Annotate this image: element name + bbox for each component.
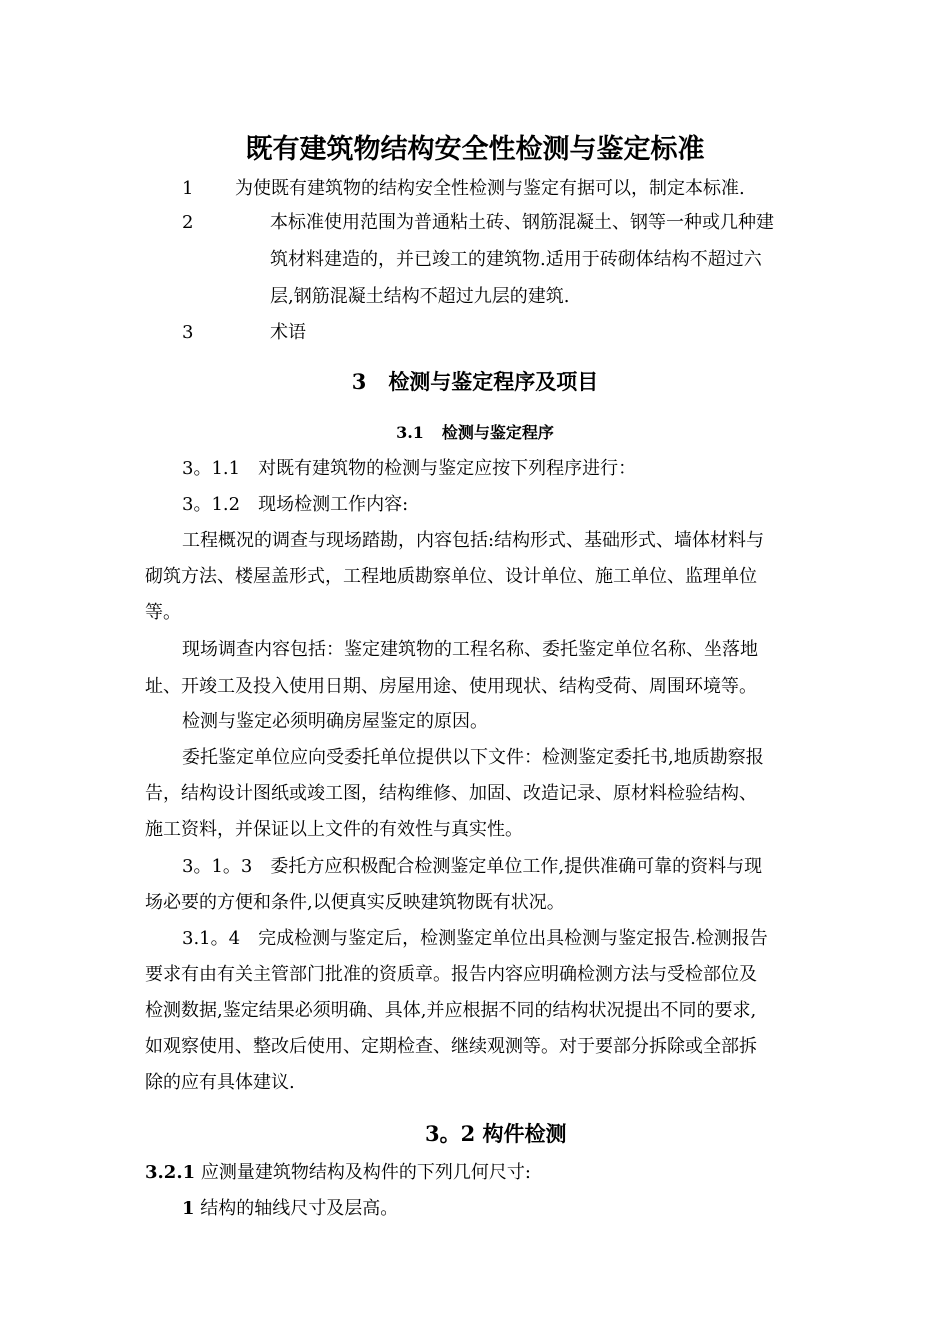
body-line: 委托鉴定单位应向受委托单位提供以下文件：检测鉴定委托书,地质勘察报 bbox=[182, 747, 764, 768]
body-line: 要求有由有关主管部门批准的资质章。报告内容应明确检测方法与受检部位及 bbox=[145, 964, 757, 985]
body-line: 3。1.2 现场检测工作内容: bbox=[182, 494, 409, 515]
subsection-title: 检测与鉴定程序 bbox=[441, 423, 554, 442]
body-line: 检测与鉴定必须明确房屋鉴定的原因。 bbox=[182, 711, 488, 732]
section-heading bbox=[0, 368, 950, 396]
body-line: 3.1。4 完成检测与鉴定后，检测鉴定单位出具检测与鉴定报告.检测报告 bbox=[182, 928, 768, 949]
subsection-heading bbox=[0, 422, 950, 444]
item-number: 1 bbox=[182, 178, 194, 199]
list-item-text: 结构的轴线尺寸及层高。 bbox=[194, 1198, 399, 1219]
subsection-number: 3.1 bbox=[396, 423, 424, 442]
body-line: 告，结构设计图纸或竣工图，结构维修、加固、改造记录、原材料检验结构、 bbox=[145, 783, 757, 804]
body-line: 砌筑方法、楼屋盖形式，工程地质勘察单位、设计单位、施工单位、监理单位 bbox=[145, 566, 757, 587]
body-line: 3。1。3 委托方应积极配合检测鉴定单位工作,提供准确可靠的资料与现 bbox=[182, 856, 763, 877]
body-line: 工程概况的调查与现场踏勘，内容包括:结构形式、基础形式、墙体材料与 bbox=[182, 530, 765, 551]
item-number: 3 bbox=[182, 322, 194, 343]
body-line: 施工资料，并保证以上文件的有效性与真实性。 bbox=[145, 819, 523, 840]
body-line: 除的应有具体建议. bbox=[145, 1072, 295, 1093]
body-line: 址、开竣工及投入使用日期、房屋用途、使用现状、结构受荷、周围环境等。 bbox=[145, 676, 757, 697]
clause-text: 应测量建筑物结构及构件的下列几何尺寸: bbox=[195, 1162, 531, 1183]
section-number: 3 bbox=[351, 369, 367, 394]
body-line: 现场调查内容包括：鉴定建筑物的工程名称、委托鉴定单位名称、坐落地 bbox=[182, 639, 758, 660]
item-line: 筑材料建造的，并已竣工的建筑物.适用于砖砌体结构不超过六 bbox=[270, 249, 762, 270]
list-item bbox=[182, 1197, 398, 1221]
list-item-number: 1 bbox=[182, 1198, 195, 1219]
clause-line bbox=[145, 1161, 531, 1185]
body-line: 3。1.1 对既有建筑物的检测与鉴定应按下列程序进行： bbox=[182, 458, 637, 479]
item-line: 术语 bbox=[270, 322, 306, 343]
body-line: 检测数据,鉴定结果必须明确、具体,并应根据不同的结构状况提出不同的要求, bbox=[145, 1000, 757, 1021]
item-line: 为使既有建筑物的结构安全性检测与鉴定有据可以，制定本标准. bbox=[235, 178, 745, 199]
body-line: 如观察使用、整改后使用、定期检查、继续观测等。对于要部分拆除或全部拆 bbox=[145, 1036, 757, 1057]
document-title: 既有建筑物结构安全性检测与鉴定标准 bbox=[245, 134, 705, 165]
item-line: 层,钢筋混凝土结构不超过九层的建筑. bbox=[270, 286, 570, 307]
clause-number: 3.2.1 bbox=[145, 1162, 196, 1183]
section-title: 检测与鉴定程序及项目 bbox=[388, 369, 599, 394]
section-heading-3-2: 3。2 构件检测 bbox=[425, 1121, 567, 1146]
item-line: 本标准使用范围为普通粘土砖、钢筋混凝土、钢等一种或几种建 bbox=[270, 212, 774, 233]
body-line: 场必要的方便和条件,以便真实反映建筑物既有状况。 bbox=[145, 892, 565, 913]
body-line: 等。 bbox=[145, 602, 181, 623]
item-number: 2 bbox=[182, 212, 194, 233]
